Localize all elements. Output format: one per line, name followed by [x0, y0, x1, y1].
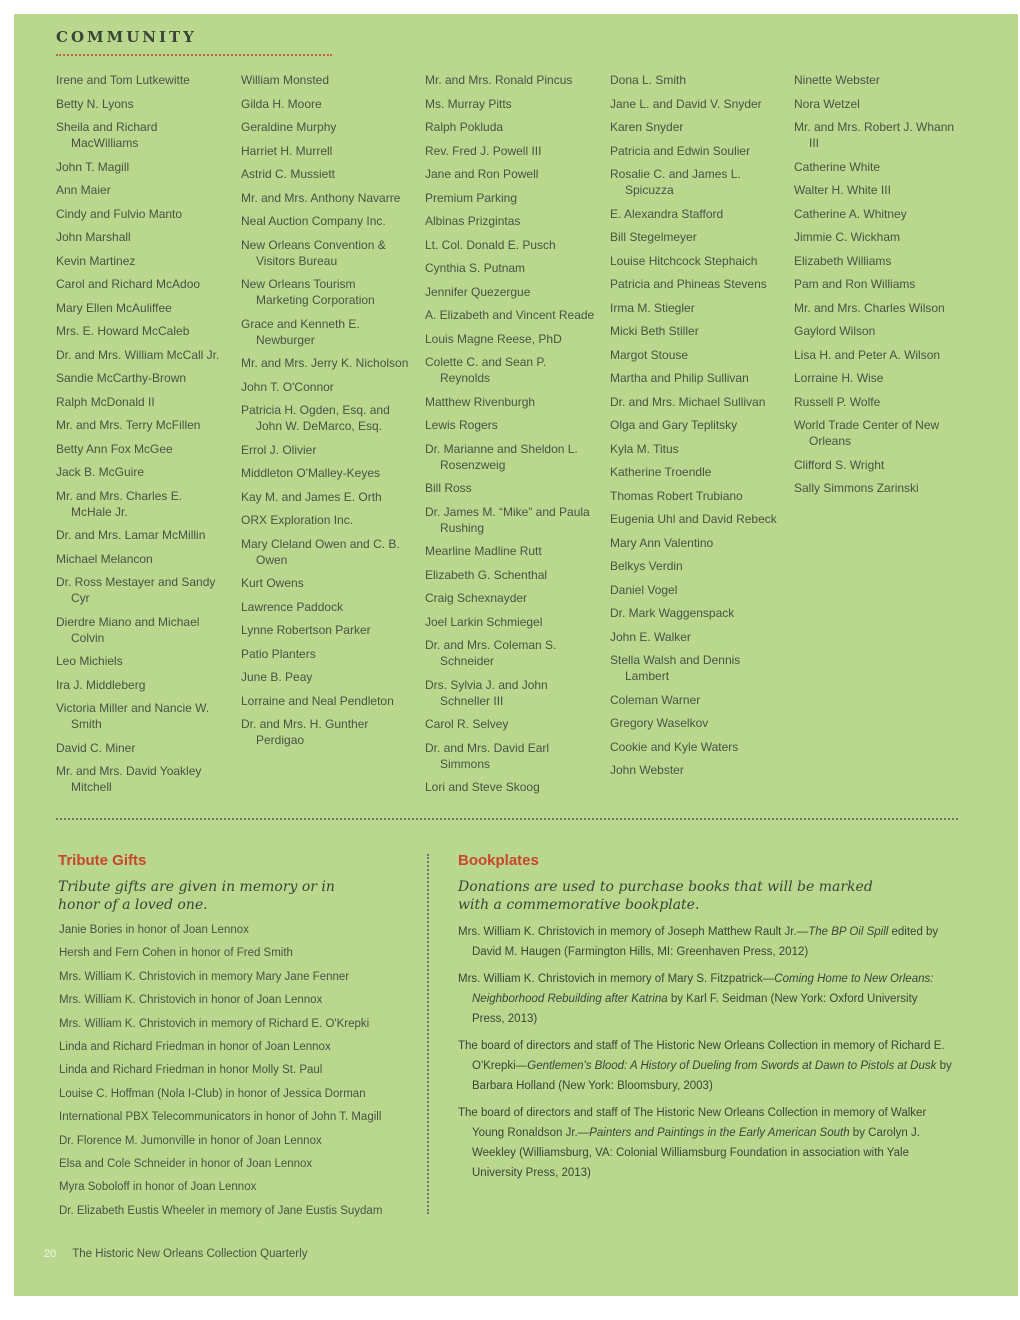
- donor-name: Daniel Vogel: [610, 582, 678, 597]
- donor-name: John T. Magill: [56, 159, 130, 174]
- tribute-item: Mrs. William K. Christovich in memory Mary Jane Fenner: [59, 970, 350, 983]
- donor-name: Olga and Gary Teplitsky: [610, 418, 738, 432]
- donor-name: Elizabeth G. Schenthal: [425, 567, 548, 582]
- donor-name: Lorraine H. Wise: [794, 371, 884, 385]
- donor-column-4: [610, 72, 780, 786]
- donor-column-2: [241, 72, 411, 756]
- donor-name: Mr. and Mrs. Charles Wilson: [794, 300, 945, 315]
- bookplates-intro: Donations are used to purchase books that will be marked with a commemorative bookplate.: [458, 879, 873, 913]
- donor-name: John Webster: [610, 763, 684, 777]
- donor-name: Sheila and Richard MacWilliams: [56, 120, 158, 150]
- tribute-item: Linda and Richard Friedman in honor Molly St. Paul: [59, 1064, 323, 1077]
- donor-name: Katherine Troendle: [610, 465, 712, 479]
- donor-name: Belkys Verdin: [610, 559, 683, 573]
- donor-name: Middleton O'Malley-Keyes: [241, 466, 381, 480]
- tribute-item: Mrs. William K. Christovich in honor of Joan Lennox: [59, 994, 323, 1007]
- donor-name: Elizabeth Williams: [794, 253, 892, 268]
- tribute-item: Hersh and Fern Cohen in honor of Fred Smith: [59, 947, 293, 960]
- book-publication-details: edited by David M. Haugen (Farmington Hills, MI: Greenhaven Press, 2012): [472, 926, 939, 958]
- donor-name: Coleman Warner: [610, 692, 701, 707]
- donor-name: Mrs. E. Howard McCaleb: [56, 324, 190, 338]
- donor-name: Kyla M. Titus: [610, 441, 679, 456]
- book-title: Coming Home to New Orleans: Neighborhood Rebuilding after Katrina: [472, 973, 934, 1005]
- donor-column-5: [794, 72, 964, 504]
- donor-name: William Monsted: [241, 73, 330, 87]
- donor-name: Thomas Robert Trubiano: [610, 488, 743, 503]
- bookplate-dedication: The board of directors and staff of The Historic New Orleans Collection in memory of Richard E. O'Krepki—: [458, 1040, 945, 1072]
- donor-name: Carol and Richard McAdoo: [56, 277, 201, 291]
- donor-name: Mary Cleland Owen and C. B. Owen: [241, 536, 400, 567]
- book-title: The BP Oil Spill: [808, 926, 889, 938]
- donor-name: Mr. and Mrs. Jerry K. Nicholson: [241, 356, 409, 370]
- donor-name: Carol R. Selvey: [425, 717, 509, 731]
- donor-name: Victoria Miller and Nancie W. Smith: [56, 701, 210, 731]
- book-title: Painters and Paintings in the Early American South: [589, 1127, 850, 1139]
- donor-name: Ralph McDonald II: [56, 394, 155, 409]
- donor-name: Ninette Webster: [794, 73, 880, 87]
- donor-name: Walter H. White III: [794, 183, 891, 197]
- bookplate-dedication: The board of directors and staff of The Historic New Orleans Collection in memory of Walker Young Ronaldson Jr.—: [458, 1107, 927, 1139]
- donor-column-3: [425, 72, 595, 803]
- donor-name: Grace and Kenneth E. Newburger: [241, 316, 360, 347]
- donor-name: Craig Schexnayder: [425, 591, 528, 605]
- donor-name: Dr. James M. “Mike” and Paula Rushing: [425, 504, 590, 535]
- donor-name: Michael Melancon: [56, 551, 153, 566]
- donor-name: Pam and Ron Williams: [794, 277, 916, 291]
- donor-name: Dr. and Mrs. Lamar McMillin: [56, 528, 206, 542]
- donor-name: Albinas Prizgintas: [425, 214, 521, 228]
- page: [14, 14, 1018, 1296]
- tribute-gifts-title: Tribute Gifts: [58, 852, 147, 869]
- book-publication-details: by Barbara Holland (New York: Bloomsbury, 2003): [472, 1060, 952, 1092]
- donor-name: Sally Simmons Zarinski: [794, 481, 919, 495]
- bookplates-title: Bookplates: [458, 852, 539, 869]
- donor-name: Stella Walsh and Dennis Lambert: [610, 653, 741, 683]
- donor-name: Dierdre Miano and Michael Colvin: [56, 614, 200, 645]
- donor-name: Lt. Col. Donald E. Pusch: [425, 237, 556, 252]
- bookplate-item: [458, 1036, 953, 1096]
- page-footer: [44, 1248, 307, 1260]
- donor-column-1: [56, 72, 226, 803]
- tribute-item: International PBX Telecommunicators in honor of John T. Magill: [59, 1111, 382, 1124]
- donor-name: Dr. and Mrs. Michael Sullivan: [610, 394, 766, 409]
- donor-name: Drs. Sylvia J. and John Schneller III: [425, 677, 548, 708]
- donor-name: Geraldine Murphy: [241, 120, 337, 134]
- section-title: COMMUNITY: [56, 28, 197, 46]
- donor-name: Cynthia S. Putnam: [425, 261, 526, 275]
- donor-name: Cindy and Fulvio Manto: [56, 206, 183, 221]
- donor-name: Karen Snyder: [610, 120, 684, 134]
- donor-name: Dr. and Mrs. William McCall Jr.: [56, 347, 220, 362]
- donor-name: Sandie McCarthy-Brown: [56, 371, 187, 385]
- donor-name: Astrid C. Mussiett: [241, 167, 336, 181]
- tribute-item: Myra Soboloff in honor of Joan Lennox: [59, 1181, 257, 1194]
- donor-name: Jane and Ron Powell: [425, 167, 539, 181]
- donor-name: Dona L. Smith: [610, 73, 687, 87]
- tribute-item: Louise C. Hoffman (Nola I-Club) in honor of Jessica Dorman: [59, 1087, 366, 1100]
- donor-name: Margot Stouse: [610, 347, 689, 362]
- tribute-item: Dr. Florence M. Jumonville in honor of Joan Lennox: [59, 1134, 322, 1147]
- tribute-gifts-list: [59, 922, 409, 1226]
- donor-name: Lynne Robertson Parker: [241, 623, 371, 637]
- donor-name: Kay M. and James E. Orth: [241, 489, 382, 504]
- book-publication-details: by Carolyn J. Weekley (Williamsburg, VA: Colonial Williamsburg Foundation in association with Yale University Press, 2013): [472, 1127, 920, 1179]
- donor-name: Ann Maier: [56, 183, 111, 197]
- donor-name: Betty N. Lyons: [56, 96, 134, 111]
- donor-name: Neal Auction Company Inc.: [241, 214, 386, 228]
- donor-name: Nora Wetzel: [794, 96, 860, 111]
- donor-name: Irene and Tom Lutkewitte: [56, 73, 190, 87]
- tribute-item: Mrs. William K. Christovich in memory of Richard E. O'Krepki: [59, 1017, 370, 1030]
- donor-name: Jane L. and David V. Snyder: [610, 96, 762, 111]
- donor-name: Dr. Marianne and Sheldon L. Rosenzweig: [425, 441, 578, 472]
- tribute-item: Dr. Elizabeth Eustis Wheeler in memory of Jane Eustis Suydam: [59, 1204, 383, 1217]
- donor-name: Bill Ross: [425, 481, 472, 495]
- publication-name: The Historic New Orleans Collection Quarterly: [72, 1248, 308, 1260]
- book-title: Gentlemen's Blood: A History of Dueling from Swords at Dawn to Pistols at Dusk: [527, 1060, 937, 1072]
- donor-name: Dr. and Mrs. H. Gunther Perdigao: [241, 717, 369, 747]
- tribute-item: Linda and Richard Friedman in honor of Joan Lennox: [59, 1040, 331, 1053]
- donor-name: Mr. and Mrs. David Yoakley Mitchell: [56, 764, 202, 794]
- donor-name: Martha and Philip Sullivan: [610, 371, 749, 385]
- donor-name: Patricia and Edwin Soulier: [610, 143, 751, 158]
- donor-name: Premium Parking: [425, 190, 518, 205]
- donor-name: Harriet H. Murrell: [241, 143, 333, 158]
- donor-name: Matthew Rivenburgh: [425, 394, 536, 409]
- donor-name: Leo Michiels: [56, 654, 123, 668]
- donor-name: John Marshall: [56, 230, 131, 244]
- donor-name: Jack B. McGuire: [56, 465, 145, 479]
- book-publication-details: by Karl F. Seidman (New York: Oxford University Press, 2013): [472, 993, 918, 1025]
- donor-name: ORX Exploration Inc.: [241, 513, 354, 527]
- donor-name: Lori and Steve Skoog: [425, 780, 540, 794]
- donor-name: A. Elizabeth and Vincent Reade: [425, 308, 595, 322]
- donor-name: Gaylord Wilson: [794, 324, 876, 338]
- donor-name: Gregory Waselkov: [610, 716, 709, 730]
- donor-name: Russell P. Wolfe: [794, 394, 881, 409]
- donor-name: Colette C. and Sean P. Reynolds: [425, 355, 547, 385]
- donor-name: Cookie and Kyle Waters: [610, 739, 739, 754]
- column-divider: [427, 854, 429, 1214]
- donor-name: Lisa H. and Peter A. Wilson: [794, 347, 941, 362]
- donor-name: Mearline Madline Rutt: [425, 544, 542, 558]
- donor-name: Mary Ellen McAuliffee: [56, 300, 172, 315]
- donor-name: Lawrence Paddock: [241, 599, 344, 614]
- donor-name: World Trade Center of New Orleans: [794, 418, 940, 448]
- donor-name: Irma M. Stiegler: [610, 300, 695, 315]
- donor-name: Joel Larkin Schmiegel: [425, 614, 543, 629]
- donor-name: John E. Walker: [610, 629, 691, 644]
- donor-name: Mr. and Mrs. Robert J. Whann III: [794, 120, 955, 150]
- donor-name: Dr. and Mrs. David Earl Simmons: [425, 740, 550, 771]
- donor-name: Patricia H. Ogden, Esq. and John W. DeMarco, Esq.: [241, 403, 390, 433]
- donor-name: Jimmie C. Wickham: [794, 230, 901, 244]
- donor-name: Lewis Rogers: [425, 418, 498, 432]
- donor-name: Gilda H. Moore: [241, 96, 322, 111]
- bookplate-dedication: Mrs. William K. Christovich in memory of Joseph Matthew Rault Jr.—: [458, 926, 809, 938]
- donor-name: Ms. Murray Pitts: [425, 96, 512, 111]
- donor-name: Ralph Pokluda: [425, 120, 504, 134]
- donor-name: Jennifer Quezergue: [425, 284, 531, 299]
- donor-name: David C. Miner: [56, 740, 136, 755]
- tribute-gifts-intro: Tribute gifts are given in memory or in honor of a loved one.: [58, 879, 335, 913]
- donor-name: Dr. and Mrs. Coleman S. Schneider: [425, 638, 557, 668]
- bookplate-dedication: Mrs. William K. Christovich in memory of Mary S. Fitzpatrick—: [458, 973, 775, 985]
- section-divider: [56, 818, 958, 820]
- tribute-item: Elsa and Cole Schneider in honor of Joan Lennox: [59, 1157, 313, 1170]
- donor-name: Louise Hitchcock Stephaich: [610, 253, 758, 268]
- donor-name: Rosalie C. and James L. Spicuzza: [610, 167, 741, 197]
- donor-name: Eugenia Uhl and David Rebeck: [610, 512, 777, 526]
- donor-name: Patio Planters: [241, 646, 316, 661]
- donor-name: Louis Magne Reese, PhD: [425, 331, 562, 346]
- donor-name: Ira J. Middleberg: [56, 677, 146, 692]
- bookplate-item: [458, 969, 953, 1029]
- donor-name: Betty Ann Fox McGee: [56, 441, 173, 456]
- bookplates-list: [458, 922, 953, 1190]
- donor-name: Mary Ann Valentino: [610, 535, 714, 550]
- donor-name: Mr. and Mrs. Ronald Pincus: [425, 73, 573, 87]
- donor-name: Micki Beth Stiller: [610, 324, 699, 338]
- donor-name: Clifford S. Wright: [794, 457, 885, 472]
- donor-name: Patricia and Phineas Stevens: [610, 277, 767, 291]
- donor-name: Mr. and Mrs. Anthony Navarre: [241, 190, 401, 205]
- donor-name: John T. O'Connor: [241, 379, 334, 394]
- donor-name: Dr. Mark Waggenspack: [610, 606, 735, 620]
- donor-name: Mr. and Mrs. Charles E. McHale Jr.: [56, 488, 183, 519]
- donor-name: Catherine A. Whitney: [794, 206, 907, 221]
- page-number: 20: [44, 1248, 57, 1260]
- donor-name: Rev. Fred J. Powell III: [425, 143, 542, 158]
- donor-name: June B. Peay: [241, 670, 313, 684]
- donor-name: Kurt Owens: [241, 576, 304, 590]
- donor-name: Kevin Martinez: [56, 253, 136, 268]
- donor-name: E. Alexandra Stafford: [610, 206, 724, 221]
- donor-name: New Orleans Convention & Visitors Bureau: [241, 237, 386, 268]
- bookplate-item: [458, 922, 953, 962]
- title-divider: [56, 54, 332, 56]
- donor-name: New Orleans Tourism Marketing Corporation: [241, 277, 375, 307]
- donor-name: Bill Stegelmeyer: [610, 230, 697, 244]
- donor-name: Lorraine and Neal Pendleton: [241, 693, 394, 708]
- tribute-item: Janie Bories in honor of Joan Lennox: [59, 924, 249, 936]
- donor-name: Dr. Ross Mestayer and Sandy Cyr: [56, 575, 216, 605]
- donor-name: Catherine White: [794, 159, 881, 174]
- bookplate-item: [458, 1103, 953, 1183]
- donor-name: Mr. and Mrs. Terry McFillen: [56, 418, 201, 432]
- donor-name: Errol J. Olivier: [241, 442, 317, 457]
